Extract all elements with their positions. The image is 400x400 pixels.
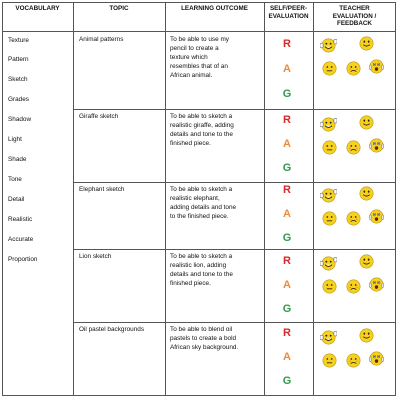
outcome-line: finished piece. [170,280,211,287]
happy-smiley-icon [358,185,375,202]
outcome-line: realistic elephant, [170,195,220,202]
outcome-line: to the finished piece. [170,213,229,220]
rag-amber-label[interactable]: A [283,351,291,363]
learning-outcome-cell [170,185,266,221]
teacher-feedback-icons [320,185,390,235]
rag-red-label[interactable]: R [283,38,291,50]
vocabulary-item: Accurate [8,236,34,243]
header-teacher-line: FEEDBACK [337,20,372,28]
vocabulary-item: Sketch [8,76,28,83]
lesson-tracker-table [2,2,396,396]
outcome-line: To be able to sketch a [170,113,233,120]
shocked-smiley-icon [368,350,385,367]
header-topic [73,2,165,32]
sad-smiley-icon [345,139,362,156]
teacher-feedback-icons [320,253,390,303]
vocabulary-item: Tone [8,176,22,183]
header-teacher-line: EVALUATION / [332,12,377,20]
outcome-line: African animal. [170,72,213,79]
vocabulary-item: Pattern [8,56,29,63]
thumbs-up-smiley-icon [320,37,337,54]
outcome-line: adding details and tone [170,204,237,211]
vocabulary-item: Shadow [8,116,32,123]
outcome-line: details and tone to the [170,131,233,138]
sad-smiley-icon [345,352,362,369]
thumbs-up-smiley-icon [320,116,337,133]
header-teacher-evaluation [313,2,396,32]
topic-cell: Animal patterns [79,36,124,43]
outcome-line: realistic lion, adding [170,262,227,269]
row-divider [73,249,396,250]
column-divider [73,2,74,396]
neutral-smiley-icon [321,60,338,77]
happy-smiley-icon [358,327,375,344]
learning-outcome-cell [170,112,266,148]
neutral-smiley-icon [321,352,338,369]
vocabulary-item: Light [8,136,22,143]
thumbs-up-smiley-icon [320,329,337,346]
vocabulary-item: Grades [8,96,29,103]
rag-green-label[interactable]: G [282,162,292,174]
rag-amber-label[interactable]: A [283,208,291,220]
rag-red-label[interactable]: R [283,255,291,267]
vocabulary-item: Shade [8,156,27,163]
vocabulary-item: Proportion [8,256,38,263]
happy-smiley-icon [358,114,375,131]
header-self-eval-line: EVALUATION [268,12,309,20]
outcome-line: African sky background. [170,344,239,351]
header-topic-text: TOPIC [109,5,129,12]
neutral-smiley-icon [321,139,338,156]
learning-outcome-cell [170,325,266,352]
outcome-line: To be able to sketch a [170,186,233,193]
column-divider [313,2,314,396]
outcome-line: resembles that of an [170,63,228,70]
header-vocabulary [2,2,73,32]
learning-outcome-cell [170,252,266,288]
topic-cell: Giraffe sketch [79,113,119,120]
neutral-smiley-icon [321,210,338,227]
rag-amber-label[interactable]: A [283,63,291,75]
sad-smiley-icon [345,278,362,295]
outcome-line: To be able to use my [170,36,229,43]
row-divider [73,109,396,110]
outcome-line: realistic giraffe, adding [170,122,234,129]
shocked-smiley-icon [368,276,385,293]
rag-green-label[interactable]: G [282,88,292,100]
shocked-smiley-icon [368,208,385,225]
outcome-line: To be able to blend oil [170,326,233,333]
header-teacher-line: TEACHER [339,5,370,12]
topic-cell: Oil pastel backgrounds [79,326,145,333]
teacher-feedback-icons [320,114,390,164]
happy-smiley-icon [358,253,375,270]
learning-outcome-cell [170,35,266,80]
row-divider [73,322,396,323]
header-self-evaluation [264,2,313,32]
outcome-line: details and tone to the [170,271,233,278]
shocked-smiley-icon [368,137,385,154]
teacher-feedback-icons [320,35,390,85]
header-learning-outcome [165,2,264,32]
rag-amber-label[interactable]: A [283,279,291,291]
vocabulary-item: Realistic [8,216,33,223]
sad-smiley-icon [345,60,362,77]
header-learning-outcome-text: LEARNING OUTCOME [181,5,248,12]
outcome-line: pencil to create a [170,45,219,52]
shocked-smiley-icon [368,58,385,75]
outcome-line: texture which [170,54,208,61]
outcome-line: To be able to sketch a [170,253,233,260]
outcome-line: pastels to create a bold [170,335,237,342]
row-divider [73,182,396,183]
rag-green-label[interactable]: G [282,232,292,244]
header-vocabulary-text: VOCABULARY [15,5,60,12]
neutral-smiley-icon [321,278,338,295]
rag-red-label[interactable]: R [283,114,291,126]
outcome-line: finished piece. [170,140,211,147]
column-divider [165,2,166,396]
topic-cell: Lion sketch [79,253,112,260]
sad-smiley-icon [345,210,362,227]
thumbs-up-smiley-icon [320,187,337,204]
rag-green-label[interactable]: G [282,375,292,387]
topic-cell: Elephant sketch [79,186,125,193]
teacher-feedback-icons [320,327,390,377]
vocabulary-item: Detail [8,196,25,203]
vocabulary-item: Texture [8,37,29,44]
rag-green-label[interactable]: G [282,303,292,315]
rag-red-label[interactable]: R [283,327,291,339]
rag-red-label[interactable]: R [283,184,291,196]
rag-amber-label[interactable]: A [283,138,291,150]
header-self-eval-line: SELF/PEER- [269,5,308,12]
thumbs-up-smiley-icon [320,255,337,272]
happy-smiley-icon [358,35,375,52]
